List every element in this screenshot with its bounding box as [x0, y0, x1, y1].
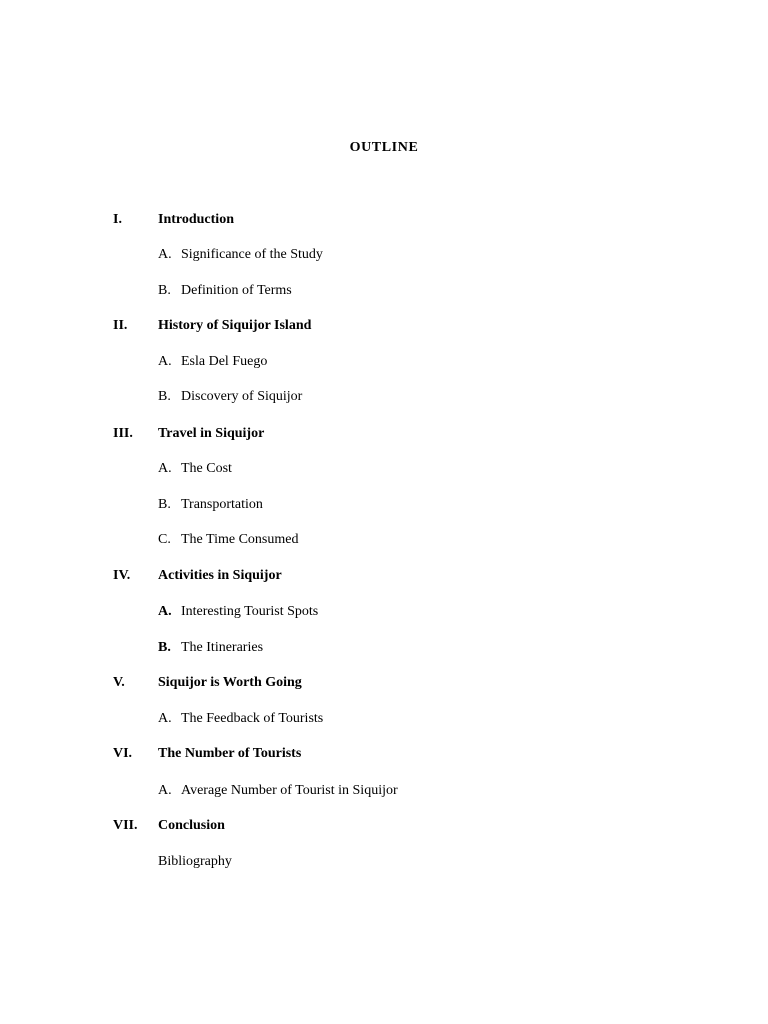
item-letter: B.: [158, 283, 171, 298]
item-text: Average Number of Tourist in Siquijor: [181, 783, 398, 798]
item-letter: A.: [158, 461, 172, 476]
item-text: Esla Del Fuego: [181, 354, 268, 369]
item-text: Significance of the Study: [181, 247, 323, 262]
item-text: The Itineraries: [181, 640, 264, 655]
section-numeral: IV.: [113, 568, 131, 583]
item-letter: A.: [158, 604, 172, 619]
item-text: Discovery of Siquijor: [181, 389, 303, 404]
section-heading: [0, 816, 768, 836]
item-text: The Cost: [181, 461, 232, 476]
outline-item: [0, 638, 768, 658]
item-letter: A.: [158, 354, 172, 369]
item-text: Interesting Tourist Spots: [181, 604, 319, 619]
outline-item: [0, 459, 768, 479]
item-letter: A.: [158, 783, 172, 798]
outline-item: [0, 781, 768, 801]
section-heading: [0, 673, 768, 693]
bibliography-label: Bibliography: [158, 854, 232, 869]
outline-item: [0, 495, 768, 515]
bibliography-line: [0, 852, 768, 872]
section-numeral: III.: [113, 426, 133, 441]
item-text: The Feedback of Tourists: [181, 711, 324, 726]
section-title: History of Siquijor Island: [158, 318, 312, 333]
outline-item: [0, 387, 768, 407]
item-letter: A.: [158, 247, 172, 262]
section-title: Siquijor is Worth Going: [158, 675, 302, 690]
item-letter: A.: [158, 711, 172, 726]
section-numeral: II.: [113, 318, 128, 333]
item-letter: B.: [158, 497, 171, 512]
outline-item: [0, 709, 768, 729]
section-title: Conclusion: [158, 818, 225, 833]
section-numeral: I.: [113, 212, 122, 227]
outline-item: [0, 245, 768, 265]
item-letter: B.: [158, 389, 171, 404]
item-text: Definition of Terms: [181, 283, 292, 298]
outline-item: [0, 352, 768, 372]
section-heading: [0, 424, 768, 444]
section-numeral: VII.: [113, 818, 138, 833]
section-numeral: V.: [113, 675, 125, 690]
section-title: Activities in Siquijor: [158, 568, 282, 583]
section-numeral: VI.: [113, 746, 133, 761]
section-heading: [0, 744, 768, 764]
item-text: Transportation: [181, 497, 263, 512]
section-title: The Number of Tourists: [158, 746, 302, 761]
item-text: The Time Consumed: [181, 532, 299, 547]
item-letter: B.: [158, 640, 171, 655]
section-heading: [0, 566, 768, 586]
outline-item: [0, 281, 768, 301]
section-heading: [0, 210, 768, 230]
page-title: OUTLINE: [349, 140, 419, 155]
section-title: Introduction: [158, 212, 234, 227]
outline-item: [0, 530, 768, 550]
outline-item: [0, 602, 768, 622]
section-heading: [0, 316, 768, 336]
item-letter: C.: [158, 532, 171, 547]
section-title: Travel in Siquijor: [158, 426, 265, 441]
